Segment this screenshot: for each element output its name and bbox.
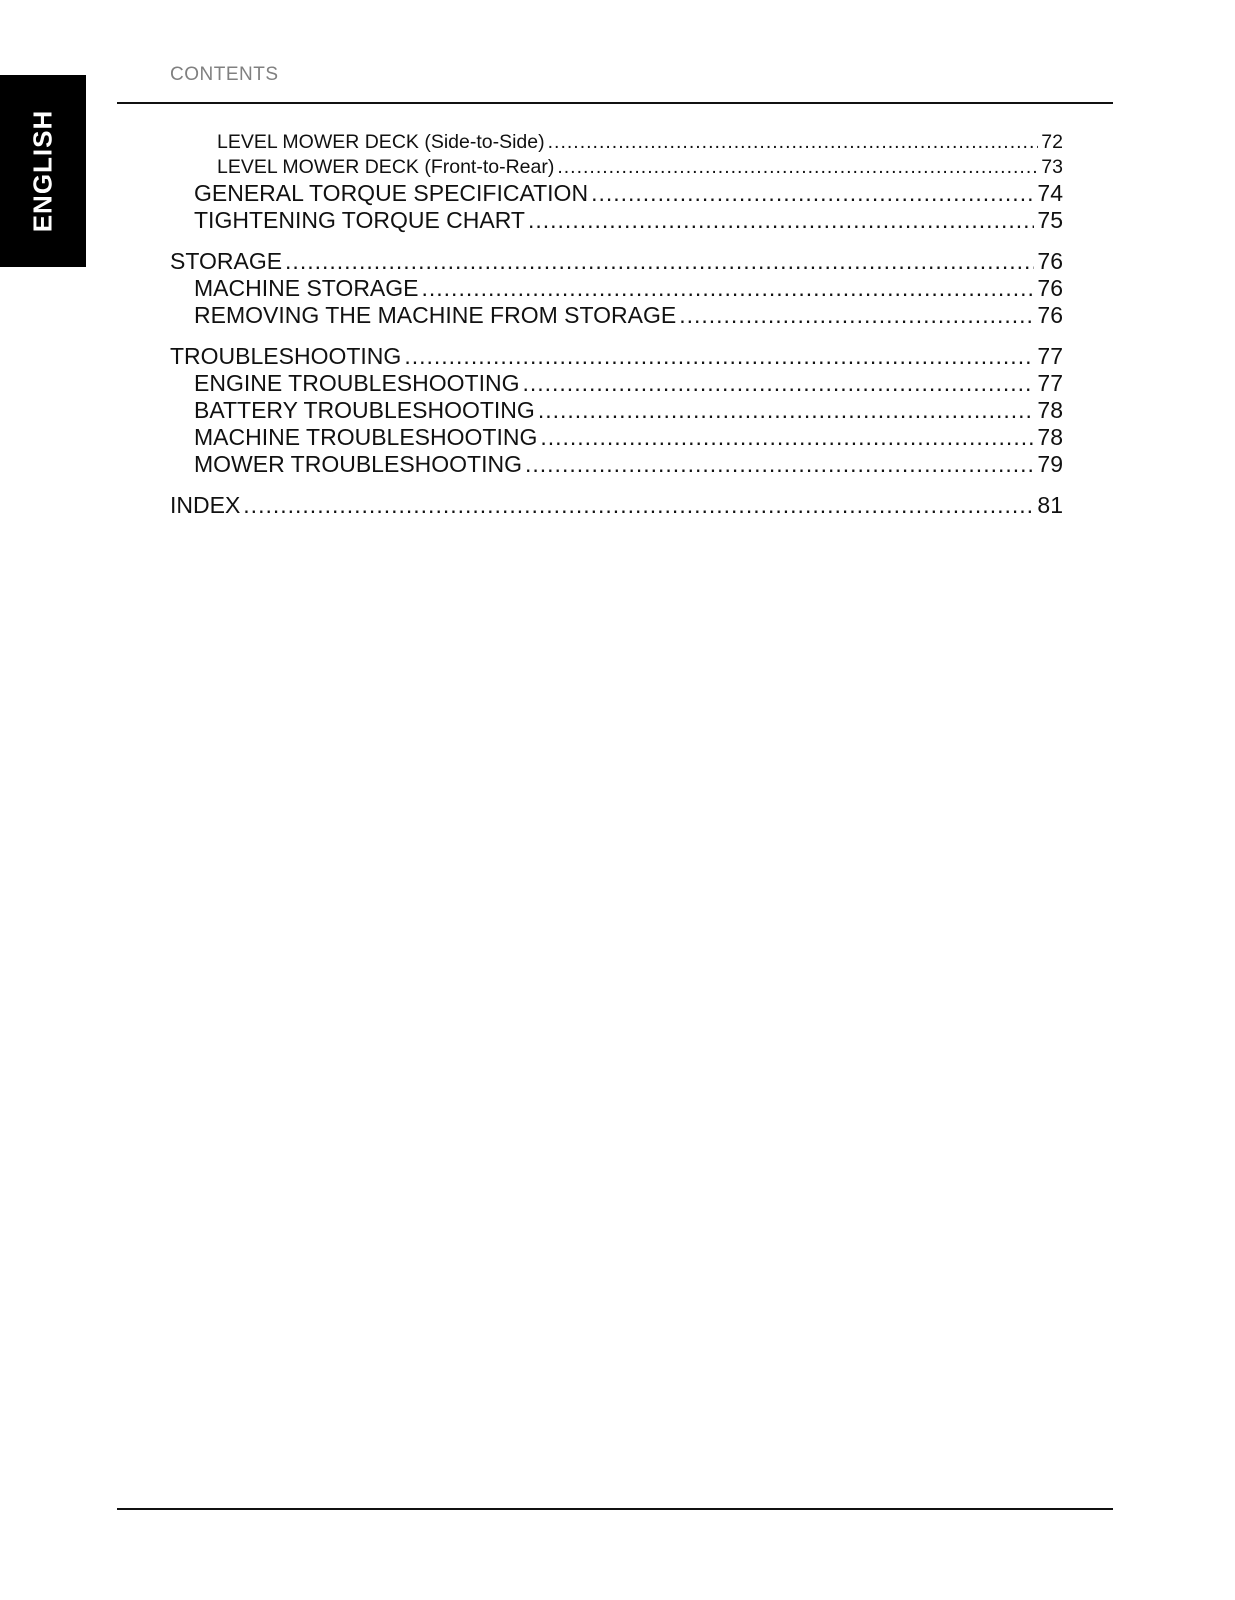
dot-leader — [525, 451, 1034, 478]
table-of-contents — [170, 130, 1063, 519]
toc-entry-title: MOWER TROUBLESHOOTING — [194, 451, 522, 477]
language-tab-label: ENGLISH — [27, 109, 58, 233]
footer-rule — [117, 1508, 1113, 1510]
toc-entry-title: REMOVING THE MACHINE FROM STORAGE — [194, 302, 677, 328]
dot-leader — [285, 248, 1034, 275]
toc-entry-page: 76 — [1037, 275, 1063, 301]
toc-entry-title: LEVEL MOWER DECK (Front-to-Rear) — [217, 156, 555, 178]
dot-leader — [591, 180, 1034, 207]
toc-entry-title: STORAGE — [170, 248, 283, 274]
toc-entry-page: 78 — [1037, 424, 1063, 450]
toc-entry-page: 76 — [1037, 248, 1063, 274]
toc-entry[interactable] — [170, 302, 1063, 329]
toc-entry[interactable] — [170, 343, 1063, 370]
toc-entry-title: TROUBLESHOOTING — [170, 343, 402, 369]
toc-entry-page: 74 — [1037, 180, 1063, 206]
toc-entry[interactable] — [170, 397, 1063, 424]
header-rule — [117, 102, 1113, 104]
dot-leader — [548, 130, 1039, 155]
toc-entry-page: 73 — [1041, 156, 1063, 178]
dot-leader — [243, 492, 1034, 519]
toc-entry-page: 79 — [1037, 451, 1063, 477]
dot-leader — [538, 397, 1035, 424]
toc-entry[interactable] — [170, 248, 1063, 275]
dot-leader — [422, 275, 1035, 302]
language-tab — [0, 75, 86, 267]
toc-entry[interactable] — [170, 130, 1063, 155]
toc-entry-page: 78 — [1037, 397, 1063, 423]
toc-entry[interactable] — [170, 492, 1063, 519]
dot-leader — [528, 207, 1034, 234]
dot-leader — [404, 343, 1034, 370]
toc-entry[interactable] — [170, 207, 1063, 234]
dot-leader — [557, 155, 1038, 180]
toc-entry-title: ENGINE TROUBLESHOOTING — [194, 370, 520, 396]
toc-entry-title: MACHINE STORAGE — [194, 275, 419, 301]
toc-entry[interactable] — [170, 424, 1063, 451]
header-label: CONTENTS — [170, 64, 279, 85]
toc-entry-title: LEVEL MOWER DECK (Side-to-Side) — [217, 131, 545, 153]
dot-leader — [679, 302, 1034, 329]
toc-entry-title: TIGHTENING TORQUE CHART — [194, 207, 525, 233]
toc-entry-title: MACHINE TROUBLESHOOTING — [194, 424, 538, 450]
dot-leader — [540, 424, 1034, 451]
toc-entry-page: 77 — [1037, 370, 1063, 396]
toc-entry-page: 81 — [1037, 492, 1063, 518]
toc-entry[interactable] — [170, 275, 1063, 302]
toc-entry[interactable] — [170, 451, 1063, 478]
toc-entry-title: GENERAL TORQUE SPECIFICATION — [194, 180, 589, 206]
toc-entry[interactable] — [170, 180, 1063, 207]
toc-entry-page: 72 — [1041, 131, 1063, 153]
toc-entry-page: 76 — [1037, 302, 1063, 328]
dot-leader — [522, 370, 1034, 397]
toc-entry-title: INDEX — [170, 492, 241, 518]
toc-entry[interactable] — [170, 155, 1063, 180]
toc-entry-page: 75 — [1037, 207, 1063, 233]
toc-entry-title: BATTERY TROUBLESHOOTING — [194, 397, 535, 423]
toc-entry-page: 77 — [1037, 343, 1063, 369]
toc-entry[interactable] — [170, 370, 1063, 397]
